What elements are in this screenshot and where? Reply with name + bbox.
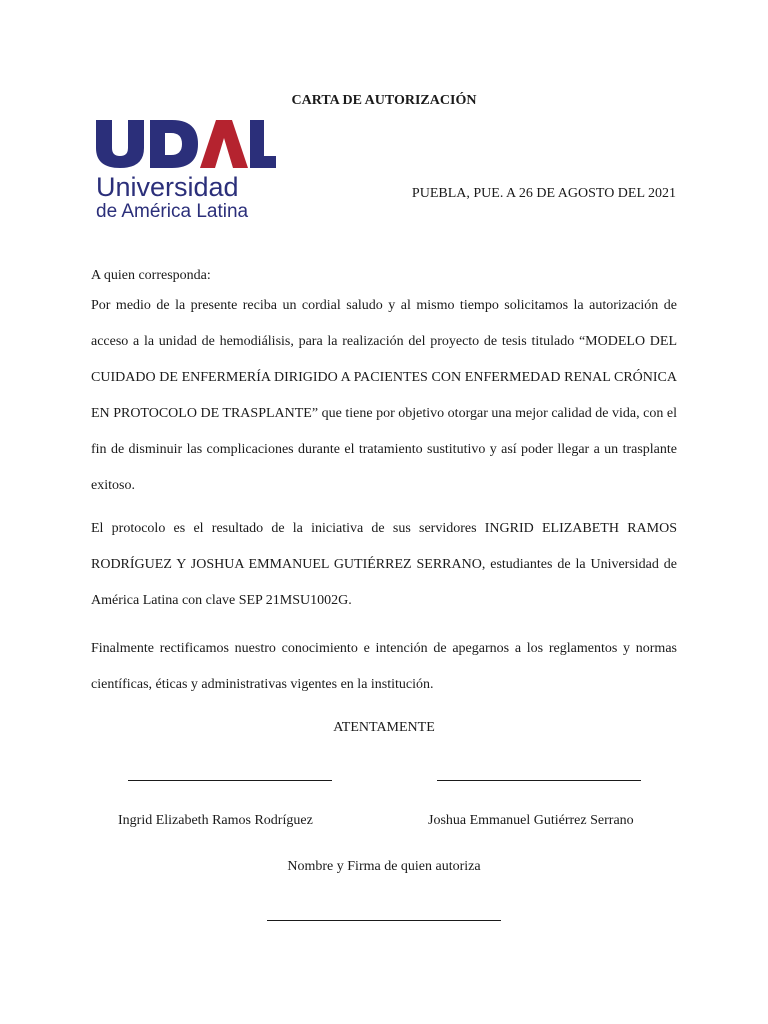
greeting: A quien corresponda: xyxy=(91,268,211,283)
closing-atentamente: ATENTAMENTE xyxy=(333,720,435,735)
logo-text-america-latina: de América Latina xyxy=(96,201,249,222)
logo-text-universidad: Universidad xyxy=(96,172,239,202)
udal-logo xyxy=(92,114,278,224)
udal-logo-mark xyxy=(92,114,278,170)
signature-line-right xyxy=(437,780,641,781)
signature-name-joshua: Joshua Emmanuel Gutiérrez Serrano xyxy=(428,813,634,828)
paragraph-closing: Finalmente rectificamos nuestro conocimiento e intención de apegarnos a los reglamentos y normas científicas, éticas y administrativas vigentes en la institución. xyxy=(91,641,677,692)
letter-date: PUEBLA, PUE. A 26 DE AGOSTO DEL 2021 xyxy=(411,186,676,201)
authorizer-signature-line xyxy=(267,920,501,921)
authorizer-label: Nombre y Firma de quien autoriza xyxy=(287,859,481,874)
signature-name-ingrid: Ingrid Elizabeth Ramos Rodríguez xyxy=(118,813,313,828)
paragraph-request: Por medio de la presente reciba un cordial saludo y al mismo tiempo solicitamos la autorización de acceso a la unidad de hemodiálisis, para la realización del proyecto de tesis titulado “MODELO DEL CUIDADO DE ENFERMERÍA DIRIGIDO A PACIENTES CON ENFERMEDAD RENAL CRÓNICA EN PROTOCOLO DE TRASPLANTE” que tiene por objetivo otorgar una mejor calidad de vida, con el fin de disminuir las complicaciones durante el tratamiento sustitutivo y así poder llegar a un trasplante exitoso. xyxy=(91,298,677,493)
paragraph-protocol: El protocolo es el resultado de la iniciativa de sus servidores INGRID ELIZABETH RAMOS RODRÍGUEZ Y JOSHUA EMMANUEL GUTIÉRREZ SERRANO, estudiantes de la Universidad de América Latina con clave SEP 21MSU1002G. xyxy=(91,521,677,608)
document-title: CARTA DE AUTORIZACIÓN xyxy=(291,93,477,108)
signature-line-left xyxy=(128,780,332,781)
